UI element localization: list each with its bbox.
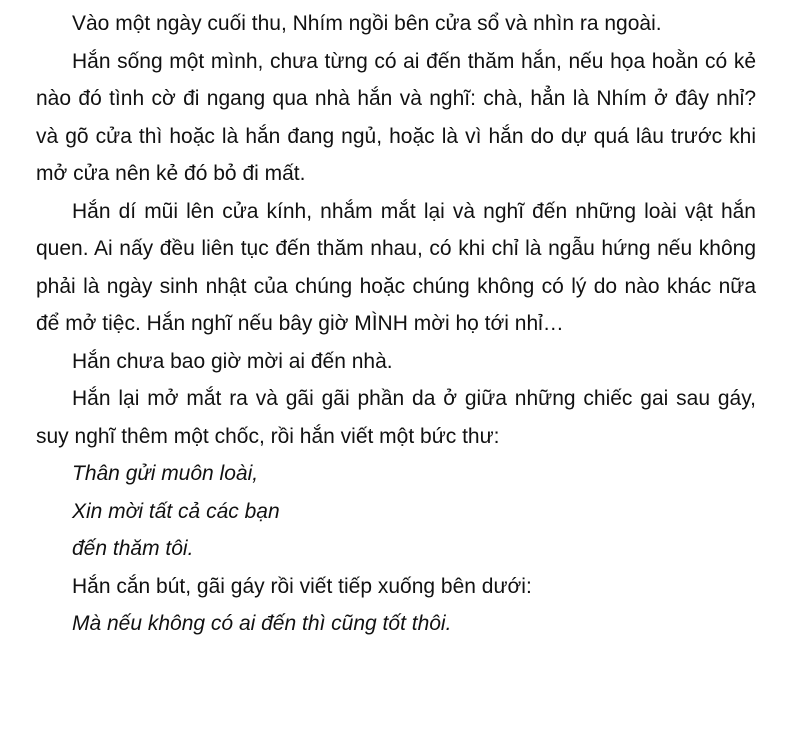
letter-line-1: Xin mời tất cả các bạn — [72, 499, 280, 523]
paragraph-1: Vào một ngày cuối thu, Nhím ngồi bên cửa sổ và nhìn ra ngoài. — [72, 12, 662, 35]
document-page — [36, 5, 756, 643]
paragraph-4: Hắn chưa bao giờ mời ai đến nhà. — [72, 349, 393, 373]
paragraph-2: Hắn sống một mình, chưa từng có ai đến thăm hắn, nếu họa hoằn có kẻ nào đó tình cờ đi ngang qua nhà hắn và nghĩ: chà, hẳn là Nhím ở đây nhỉ? và gõ cửa thì hoặc là hắn đang ngủ, hoặc là vì hắn do dự quá lâu trước khi mở cửa nên kẻ đó bỏ đi mất. — [36, 49, 756, 185]
letter-postscript: Mà nếu không có ai đến thì cũng tốt thôi. — [72, 612, 452, 635]
paragraph-3: Hắn dí mũi lên cửa kính, nhắm mắt lại và nghĩ đến những loài vật hắn quen. Ai nấy đều liên tục đến thăm nhau, có khi chỉ là ngẫu hứng nếu không phải là ngày sinh nhật của chúng hoặc chúng không có lý do nào khác nữa để mở tiệc. Hắn nghĩ nếu bây giờ MÌNH mời họ tới nhỉ… — [36, 199, 756, 335]
letter-line-2: đến thăm tôi. — [72, 537, 194, 560]
paragraph-5: Hắn lại mở mắt ra và gãi gãi phần da ở giữa những chiếc gai sau gáy, suy nghĩ thêm một chốc, rồi hắn viết một bức thư: — [36, 387, 756, 448]
paragraph-6: Hắn cắn bút, gãi gáy rồi viết tiếp xuống bên dưới: — [72, 574, 532, 598]
letter-greeting: Thân gửi muôn loài, — [72, 462, 259, 485]
